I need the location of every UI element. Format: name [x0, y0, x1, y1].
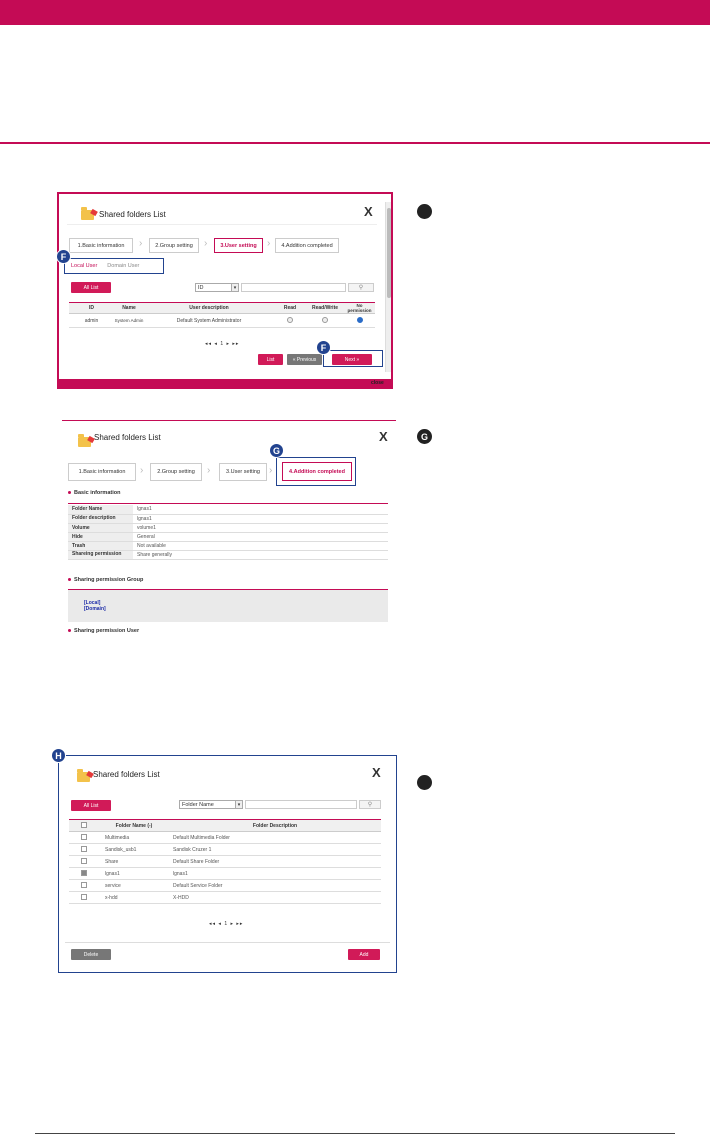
row-checkbox-cell	[69, 868, 99, 880]
vertical-scrollbar[interactable]	[385, 202, 391, 372]
pagination	[209, 921, 243, 927]
cell-folder-description: Default Service Folder	[169, 880, 381, 892]
info-value: Not available	[133, 541, 388, 550]
row-checkbox[interactable]	[81, 846, 87, 852]
folder-icon	[78, 437, 91, 447]
cell-id: admin	[69, 314, 114, 328]
search-field-select[interactable]	[179, 800, 243, 809]
info-key: Volume	[68, 523, 133, 532]
table-row	[68, 523, 388, 532]
chevron-right-icon: ›	[139, 238, 143, 249]
close-icon[interactable]: X	[379, 429, 388, 444]
table-row[interactable]	[69, 892, 381, 904]
chevron-right-icon: ›	[140, 465, 144, 476]
tab-domain-user[interactable]: Domain User	[107, 263, 140, 269]
table-row[interactable]	[69, 844, 381, 856]
table-row[interactable]	[69, 832, 381, 844]
cell-folder-description: X-HDD	[169, 892, 381, 904]
row-checkbox[interactable]	[81, 894, 87, 900]
cell-folder-name: lgnas1	[99, 868, 169, 880]
step-marker-dot	[417, 204, 432, 219]
info-value: lgnas1	[133, 514, 388, 523]
search-icon: ⚲	[367, 802, 373, 808]
select-value: Folder Name	[182, 801, 214, 808]
search-input[interactable]	[245, 800, 357, 809]
row-checkbox-cell	[69, 880, 99, 892]
delete-button[interactable]: Delete	[71, 949, 111, 960]
page-number[interactable]: 1	[220, 341, 225, 347]
group-local-link[interactable]: [Local]	[84, 600, 101, 606]
cell-read	[274, 314, 306, 328]
scrollbar-thumb[interactable]	[387, 208, 391, 298]
table-row	[68, 505, 388, 514]
table-row[interactable]	[69, 856, 381, 868]
search-input[interactable]	[241, 283, 346, 292]
select-all-checkbox[interactable]	[81, 822, 87, 828]
chevron-down-icon: ▾	[235, 801, 242, 808]
info-key: Folder description	[68, 514, 133, 523]
info-key: Shareing permission	[68, 550, 133, 559]
read-radio[interactable]	[287, 317, 293, 323]
row-checkbox-cell	[69, 892, 99, 904]
basic-information-table	[68, 505, 388, 560]
info-value: volume1	[133, 523, 388, 532]
footer-rule	[35, 1133, 675, 1134]
shared-folders-dialog-user-setting	[57, 192, 393, 389]
cell-folder-name: Sandisk_usb1	[99, 844, 169, 856]
shared-folders-list-dialog	[55, 750, 397, 973]
table-row	[69, 314, 375, 328]
cell-readwrite	[306, 314, 344, 328]
step-user-setting[interactable]: 3.User setting	[219, 463, 267, 481]
column-header: User description	[144, 303, 274, 314]
no-permission-radio[interactable]	[357, 317, 363, 323]
callout-badge-h: H	[51, 748, 66, 763]
add-button[interactable]: Add	[348, 949, 380, 960]
search-button[interactable]	[359, 800, 381, 809]
step-basic-information[interactable]: 1.Basic information	[68, 463, 136, 481]
basic-information-heading: Basic information	[68, 490, 120, 496]
search-button[interactable]	[348, 283, 374, 292]
close-icon[interactable]: X	[372, 765, 381, 780]
brand-logo: close	[371, 380, 384, 386]
cell-folder-description: Sandisk Cruzer 1	[169, 844, 381, 856]
previous-button[interactable]: « Previous	[287, 354, 322, 365]
top-brand-bar	[0, 0, 710, 25]
table-row	[68, 532, 388, 541]
pagination	[205, 341, 239, 347]
sharing-user-heading: Sharing permission User	[68, 628, 139, 634]
column-header-folder-description: Folder Description	[169, 820, 381, 832]
prev-page-icon[interactable]: ◂	[214, 341, 218, 347]
cell-folder-name: Multimedia	[99, 832, 169, 844]
group-domain-link[interactable]: [Domain]	[84, 606, 106, 612]
folder-icon	[77, 772, 90, 782]
search-icon: ⚲	[358, 285, 364, 291]
column-header: Name	[114, 303, 144, 314]
column-header: No permission	[344, 303, 375, 314]
table-row[interactable]	[69, 880, 381, 892]
select-value: ID	[198, 284, 204, 291]
row-checkbox[interactable]	[81, 834, 87, 840]
chevron-right-icon: ›	[207, 465, 211, 476]
first-page-icon[interactable]: ◂◂	[205, 341, 213, 347]
step-user-setting[interactable]: 3.User setting	[214, 238, 263, 253]
info-value: lgnas1	[133, 505, 388, 514]
chevron-down-icon: ▾	[231, 284, 238, 291]
first-page-icon[interactable]: ◂◂	[209, 921, 217, 927]
search-field-select[interactable]	[195, 283, 239, 292]
next-page-icon[interactable]: ▸	[226, 341, 231, 347]
dialog-title: Shared folders List	[94, 433, 161, 442]
chevron-right-icon: ›	[267, 238, 271, 249]
shared-folders-table	[69, 819, 381, 904]
column-header: Read/Write	[306, 303, 344, 314]
info-key: Hide	[68, 532, 133, 541]
close-icon[interactable]: X	[364, 204, 373, 219]
last-page-icon[interactable]: ▸▸	[232, 341, 240, 347]
readwrite-radio[interactable]	[322, 317, 328, 323]
shared-folders-dialog-addition-completed	[62, 420, 396, 634]
all-list-button[interactable]: All List	[71, 282, 111, 293]
list-button[interactable]: List	[258, 354, 283, 365]
row-checkbox-cell	[69, 844, 99, 856]
step-basic-information[interactable]: 1.Basic information	[69, 238, 133, 253]
cell-description: Default System Administrator	[144, 314, 274, 328]
row-checkbox-cell	[69, 832, 99, 844]
chevron-right-icon: ›	[269, 465, 273, 476]
all-list-button[interactable]: All List	[71, 800, 111, 811]
sharing-group-heading: Sharing permission Group	[68, 577, 143, 583]
row-checkbox[interactable]	[81, 882, 87, 888]
step-addition-completed[interactable]: 4.Addition completed	[282, 462, 352, 481]
sharing-group-panel	[68, 589, 388, 622]
prev-page-icon[interactable]: ◂	[218, 921, 222, 927]
select-all-header	[69, 820, 99, 832]
row-checkbox[interactable]	[81, 870, 87, 876]
cell-no-permission	[344, 314, 375, 328]
dialog-title: Shared folders List	[99, 210, 166, 219]
step-group-setting[interactable]: 2.Group setting	[149, 238, 199, 253]
column-header: ID	[69, 303, 114, 314]
row-checkbox[interactable]	[81, 858, 87, 864]
section-divider	[0, 142, 710, 144]
step-group-setting[interactable]: 2.Group setting	[150, 463, 202, 481]
table-row[interactable]	[69, 868, 381, 880]
next-button[interactable]: Next »	[332, 354, 372, 365]
divider	[67, 224, 377, 225]
cell-folder-name: Share	[99, 856, 169, 868]
dialog-title: Shared folders List	[93, 770, 160, 779]
footer-divider	[65, 942, 390, 943]
cell-folder-description: Default Multimedia Folder	[169, 832, 381, 844]
column-header: Read	[274, 303, 306, 314]
table-row	[68, 514, 388, 523]
callout-badge-f: F	[56, 249, 71, 264]
step-addition-completed[interactable]: 4.Addition completed	[275, 238, 339, 253]
callout-badge-f: F	[316, 340, 331, 355]
page-number[interactable]: 1	[224, 921, 229, 927]
user-permission-table	[69, 302, 375, 328]
chevron-right-icon: ›	[204, 238, 208, 249]
cell-name: System Admin	[114, 314, 144, 328]
user-type-tabs	[64, 258, 164, 274]
table-row	[68, 550, 388, 559]
folder-icon	[81, 210, 94, 220]
info-key: Trash	[68, 541, 133, 550]
column-header-folder-name[interactable]: Folder Name (-)	[99, 820, 169, 832]
cell-folder-name: service	[99, 880, 169, 892]
row-checkbox-cell	[69, 856, 99, 868]
tab-local-user[interactable]: Local User	[71, 263, 98, 269]
cell-folder-description: lgnas1	[169, 868, 381, 880]
callout-badge-g: G	[269, 443, 284, 458]
table-row	[68, 541, 388, 550]
step-marker-g-icon: G	[417, 429, 432, 444]
next-page-icon[interactable]: ▸	[230, 921, 235, 927]
step-marker-dot	[417, 775, 432, 790]
divider	[68, 503, 388, 504]
cell-folder-name: x-hdd	[99, 892, 169, 904]
cell-folder-description: Default Share Folder	[169, 856, 381, 868]
last-page-icon[interactable]: ▸▸	[236, 921, 244, 927]
info-value: Share generally	[133, 550, 388, 559]
info-key: Folder Name	[68, 505, 133, 514]
info-value: General	[133, 532, 388, 541]
